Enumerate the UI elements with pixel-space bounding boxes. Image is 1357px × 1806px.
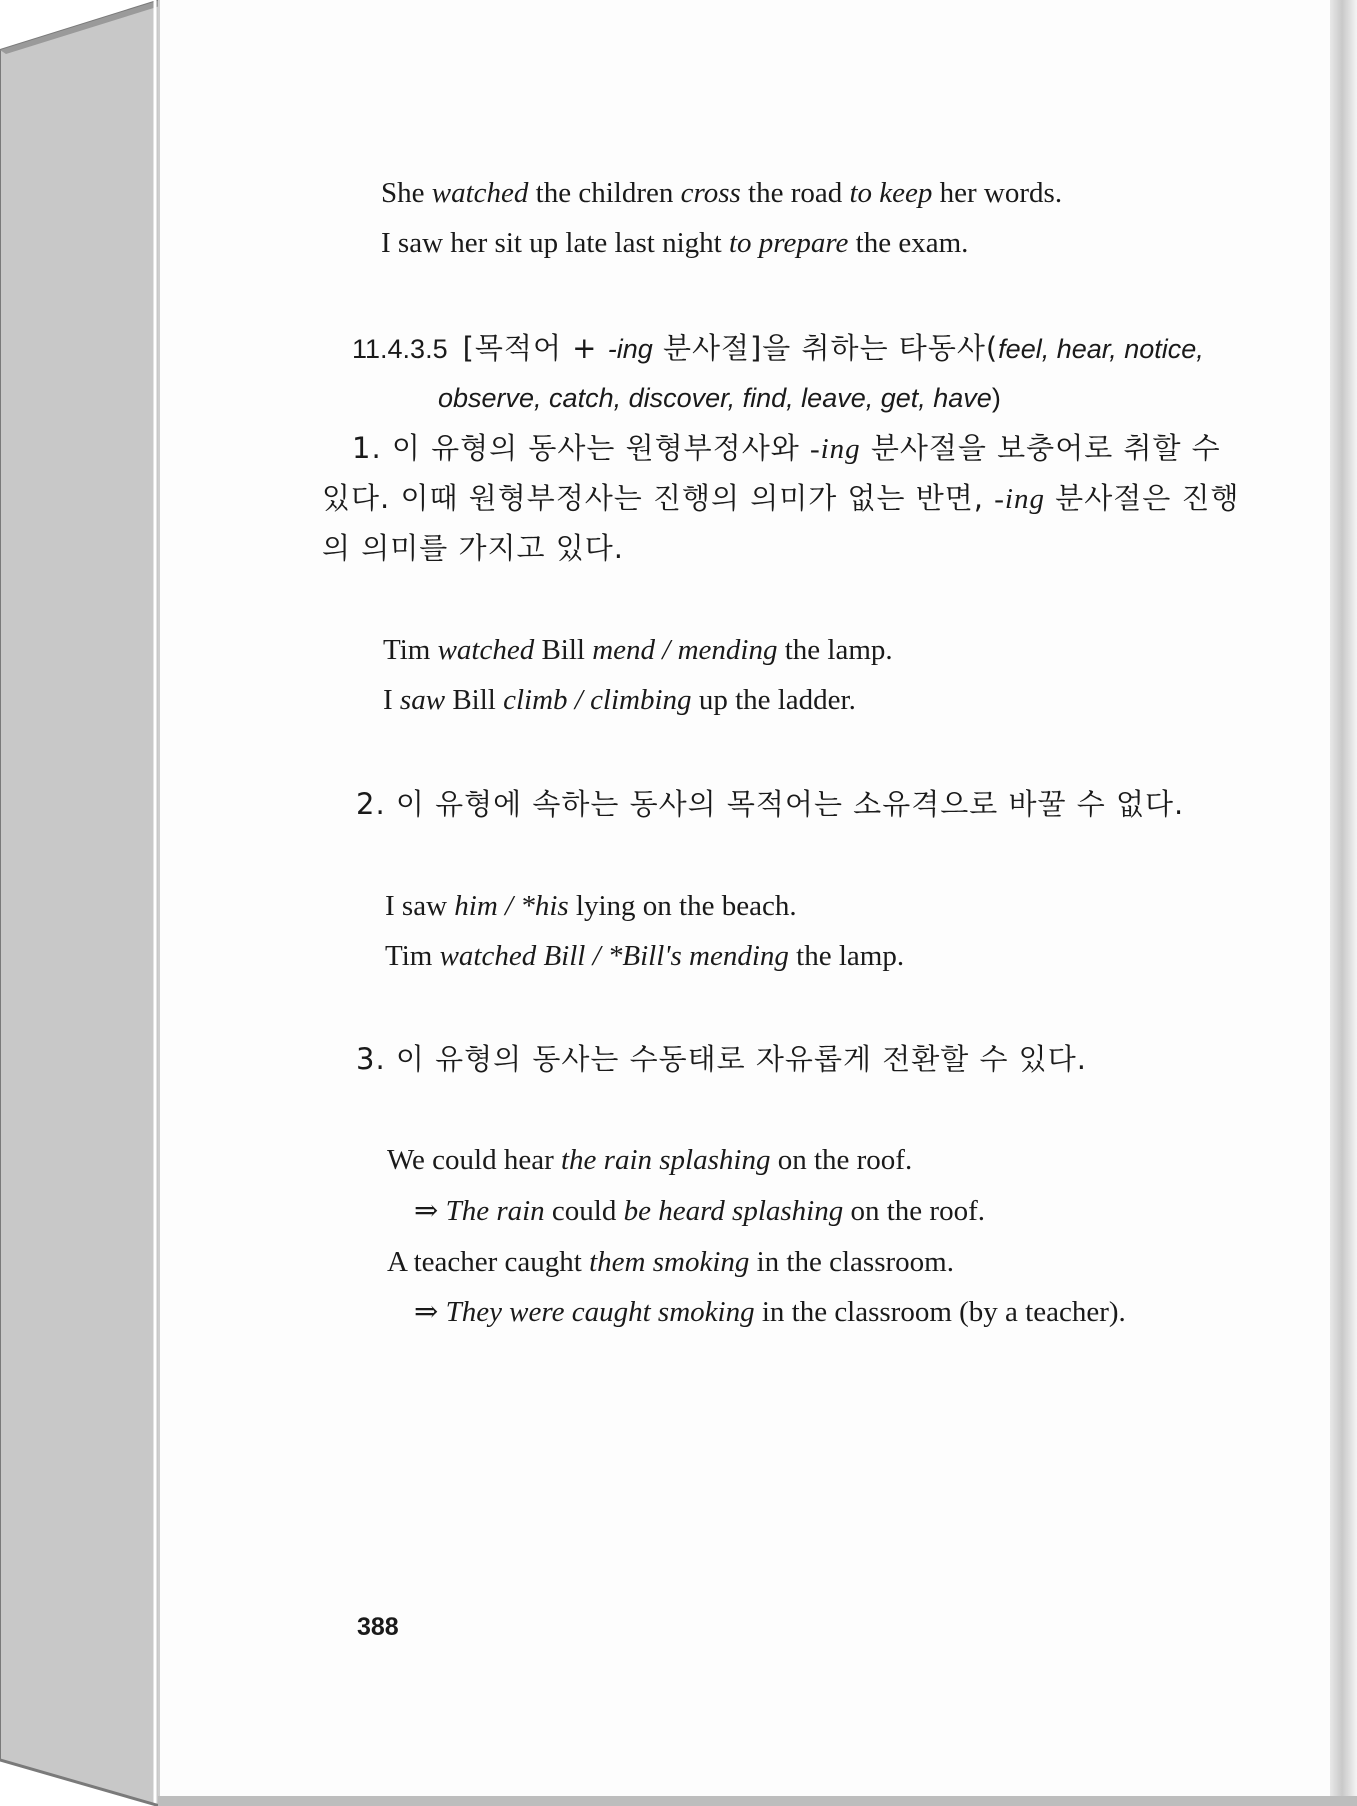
text-span: on the roof. — [770, 1144, 913, 1176]
text-span: 분사절]을 취하는 타동사( — [652, 331, 999, 365]
italic-span: They were caught smoking — [445, 1296, 755, 1328]
text-span: Tim — [383, 634, 438, 666]
italic-span: The rain — [445, 1195, 545, 1227]
text-span: Bill — [445, 684, 504, 716]
point-1-line — [322, 530, 624, 566]
italic-span: to prepare — [728, 227, 849, 259]
italic-span: watched — [431, 177, 529, 209]
italic-span: mend / mending — [592, 634, 778, 666]
point-1-line — [322, 480, 1240, 517]
italic-span: observe, catch, discover, find, leave, get, have — [438, 383, 992, 413]
text-span: [목적어 + — [462, 331, 608, 365]
text-span: 2. 이 유형에 속하는 동사의 목적어는 소유격으로 바꿀 수 없다. — [356, 787, 1185, 821]
text-span: up the ladder. — [691, 684, 856, 716]
text-span: 의 의미를 가지고 있다. — [322, 531, 624, 565]
text-span: We could hear — [387, 1144, 561, 1176]
section-heading-cont — [438, 380, 1001, 416]
text-span: the lamp. — [788, 940, 905, 972]
italic-span: feel, hear, notice, — [998, 334, 1204, 364]
text-span: the exam. — [848, 227, 969, 259]
italic-span: the rain splashing — [561, 1144, 771, 1176]
page-edge-right — [1330, 0, 1357, 1806]
italic-span: climb / climbing — [503, 684, 692, 716]
example-sentence — [387, 1142, 912, 1178]
text-span: She — [381, 177, 432, 209]
text-span: I saw — [385, 890, 455, 922]
example-sentence — [381, 175, 1062, 211]
text-span: in the classroom (by a teacher). — [754, 1296, 1126, 1328]
text-span: I saw her sit up late last night — [381, 227, 729, 259]
arrow-icon: ⇒ — [414, 1195, 446, 1227]
italic-span: be heard splashing — [623, 1195, 844, 1227]
italic-span: -ing — [994, 483, 1045, 515]
text-span: 있다. 이때 원형부정사는 진행의 의미가 없는 반면, — [322, 481, 995, 515]
page-number: 388 — [357, 1613, 399, 1641]
italic-span: -ing — [809, 433, 861, 465]
point-3-line — [356, 1041, 1087, 1077]
point-2-line — [356, 786, 1184, 822]
point-1-line — [352, 430, 1221, 467]
text-span: 분사절을 보충어로 취할 수 — [860, 431, 1221, 465]
italic-span: watched Bill / *Bill's mending — [439, 940, 789, 972]
text-span: in the classroom. — [749, 1246, 954, 1278]
example-sentence — [383, 682, 856, 718]
italic-span: him / *his — [454, 890, 569, 922]
text-span: could — [544, 1195, 624, 1227]
example-sentence — [381, 225, 968, 261]
text-span: lying on the beach. — [568, 890, 797, 922]
text-span: her words. — [932, 177, 1063, 209]
section-number: 11.4.3.5 — [352, 334, 448, 364]
text-span: Tim — [385, 940, 440, 972]
example-sentence — [385, 938, 904, 974]
italic-span: -ing — [607, 334, 653, 364]
text-span: A teacher caught — [387, 1246, 590, 1278]
arrow-icon: ⇒ — [414, 1296, 446, 1328]
example-sentence — [414, 1294, 1126, 1330]
example-sentence — [387, 1244, 954, 1280]
example-sentence — [385, 888, 797, 924]
text-span: the road — [740, 177, 850, 209]
section-heading — [352, 330, 1204, 367]
text-span: I — [383, 684, 400, 716]
text-span: 분사절은 진행 — [1044, 481, 1240, 515]
text-span: ) — [991, 383, 1001, 413]
page-edge-bottom — [158, 1796, 1357, 1806]
italic-span: them smoking — [589, 1246, 750, 1278]
text-span: the lamp. — [777, 634, 893, 666]
example-sentence — [383, 632, 893, 668]
italic-span: to keep — [849, 177, 933, 209]
text-span: on the roof. — [843, 1195, 985, 1227]
text-span: the children — [528, 177, 681, 209]
italic-span: watched — [437, 634, 535, 666]
italic-span: saw — [399, 684, 446, 716]
text-span: Bill — [534, 634, 593, 666]
text-span: 3. 이 유형의 동사는 수동태로 자유롭게 전환할 수 있다. — [356, 1042, 1087, 1076]
book-spine — [0, 0, 160, 1806]
italic-span: cross — [680, 177, 741, 209]
example-sentence — [414, 1193, 985, 1229]
text-span: 1. 이 유형의 동사는 원형부정사와 — [352, 431, 810, 465]
